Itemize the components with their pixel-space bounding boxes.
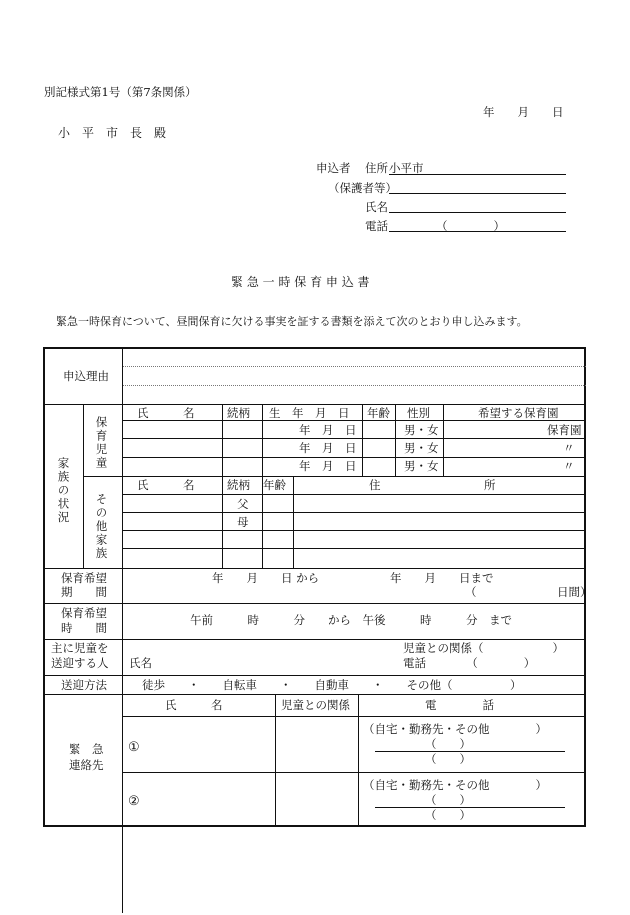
label-col-divider bbox=[122, 349, 123, 913]
contact-paren-2: （ ） bbox=[425, 752, 471, 766]
contact-paren-1: （ ） bbox=[425, 793, 471, 807]
row-divider bbox=[83, 476, 586, 477]
contact-header-relation: 児童との関係 bbox=[281, 698, 350, 712]
form-title: 緊 急 一 時 保 育 申 込 書 bbox=[231, 275, 370, 289]
child-row-nursery: 〃 bbox=[563, 459, 575, 473]
col-divider bbox=[222, 476, 223, 568]
contact-paren-2: （ ） bbox=[425, 808, 471, 822]
escort-relation: 児童との関係（ ） bbox=[403, 641, 564, 655]
child-row-birth: 年 月 日 bbox=[299, 441, 357, 455]
child-row-birth: 年 月 日 bbox=[299, 459, 357, 473]
contact-type[interactable]: （自宅・勤務先・その他 ） bbox=[363, 722, 547, 736]
phone-underline[interactable] bbox=[389, 231, 566, 232]
row-divider bbox=[45, 675, 586, 676]
period-days: （ 日間） bbox=[465, 585, 592, 599]
child-header-name: 氏 名 bbox=[137, 406, 195, 420]
intro-text: 緊急一時保育について、昼間保育に欠ける事実を証する書類を添えて次のとおり申し込みます。 bbox=[56, 315, 528, 328]
time-value: 午前 時 分 から 午後 時 分 まで bbox=[190, 613, 512, 627]
col-divider bbox=[395, 404, 396, 476]
other-relation: 父 bbox=[237, 497, 249, 511]
other-header-address: 住 所 bbox=[369, 478, 496, 492]
col-divider bbox=[293, 476, 294, 568]
child-header-sex: 性別 bbox=[407, 406, 430, 420]
contact-label-1: 緊 急 bbox=[69, 742, 104, 756]
row-divider bbox=[45, 568, 586, 569]
col-divider bbox=[362, 404, 363, 476]
date-label: 年 月 日 bbox=[483, 105, 564, 119]
other-header-relation: 続柄 bbox=[227, 478, 250, 492]
name-underline[interactable] bbox=[389, 212, 566, 213]
contact-type[interactable]: （自宅・勤務先・その他 ） bbox=[363, 778, 547, 792]
contact-number: ① bbox=[128, 740, 140, 755]
reason-line-2[interactable] bbox=[123, 385, 586, 386]
escort-phone: 電話 （ ） bbox=[403, 656, 536, 670]
period-label-2: 期 間 bbox=[61, 585, 107, 599]
other-relation: 母 bbox=[237, 515, 249, 529]
guardian-label: （保護者等） bbox=[328, 181, 397, 195]
row-divider bbox=[122, 494, 586, 495]
escort-name: 氏名 bbox=[129, 656, 152, 670]
row-divider bbox=[122, 457, 586, 458]
addressee: 小 平 市 長 殿 bbox=[58, 126, 167, 140]
contact-header-phone: 電 話 bbox=[425, 698, 494, 712]
phone-label: 電話 bbox=[365, 219, 388, 233]
child-row-birth: 年 月 日 bbox=[299, 423, 357, 437]
row-divider bbox=[122, 530, 586, 531]
child-header-birth: 生 年 月 日 bbox=[269, 406, 350, 420]
col-divider bbox=[275, 694, 276, 827]
period-to: 年 月 日まで bbox=[390, 571, 494, 585]
col-divider bbox=[222, 404, 223, 476]
guardian-underline[interactable] bbox=[389, 193, 566, 194]
row-divider bbox=[45, 404, 586, 405]
contact-label-2: 連絡先 bbox=[69, 758, 104, 772]
row-divider bbox=[122, 420, 586, 421]
child-label: 保育児童 bbox=[94, 416, 109, 470]
transport-methods[interactable]: 徒歩 ・ 自転車 ・ 自動車 ・ その他（ ） bbox=[142, 678, 522, 692]
col-divider bbox=[122, 694, 123, 827]
col-divider bbox=[262, 404, 263, 476]
row-divider bbox=[122, 512, 586, 513]
row-divider bbox=[45, 639, 586, 640]
child-header-age: 年齢 bbox=[367, 406, 390, 420]
other-header-age: 年齢 bbox=[263, 478, 286, 492]
period-label-1: 保育希望 bbox=[61, 571, 107, 585]
family-label: 家族の状況 bbox=[56, 457, 71, 525]
method-label: 送迎方法 bbox=[61, 678, 107, 692]
col-divider bbox=[443, 404, 444, 476]
contact-number: ② bbox=[128, 794, 140, 809]
applicant-label: 申込者 bbox=[316, 161, 351, 175]
row-divider bbox=[122, 716, 586, 717]
contact-paren-1: （ ） bbox=[425, 737, 471, 751]
col-divider bbox=[358, 694, 359, 827]
other-family-label: その他家族 bbox=[94, 493, 109, 561]
child-row-sex[interactable]: 男・女 bbox=[404, 459, 439, 473]
child-header-relation: 続柄 bbox=[227, 406, 250, 420]
time-label-2: 時 間 bbox=[61, 621, 107, 635]
row-divider bbox=[122, 548, 586, 549]
contact-header-name: 氏 名 bbox=[165, 698, 223, 712]
child-row-sex[interactable]: 男・女 bbox=[404, 423, 439, 437]
other-header-name: 氏 名 bbox=[137, 478, 195, 492]
child-row-sex[interactable]: 男・女 bbox=[404, 441, 439, 455]
address-underline bbox=[389, 174, 566, 175]
time-label-1: 保育希望 bbox=[61, 606, 107, 620]
period-from: 年 月 日 から bbox=[212, 571, 320, 585]
row-divider bbox=[45, 603, 586, 604]
child-header-nursery: 希望する保育園 bbox=[478, 406, 559, 420]
row-divider bbox=[45, 694, 586, 695]
family-subdivider bbox=[83, 404, 84, 568]
address-label: 住所 bbox=[365, 161, 388, 175]
row-divider bbox=[122, 438, 586, 439]
form-number: 別記様式第1号（第7条関係） bbox=[44, 85, 197, 99]
escort-label-1: 主に児童を bbox=[51, 641, 109, 655]
name-label: 氏名 bbox=[365, 200, 388, 214]
reason-label: 申込理由 bbox=[63, 369, 109, 383]
application-table bbox=[43, 347, 592, 827]
reason-line-1[interactable] bbox=[123, 366, 586, 367]
row-divider bbox=[122, 772, 586, 773]
child-row-nursery: 〃 bbox=[563, 441, 575, 455]
escort-label-2: 送迎する人 bbox=[51, 656, 109, 670]
address-value[interactable]: 小平市 bbox=[389, 161, 424, 175]
phone-paren: （ ） bbox=[436, 219, 505, 233]
child-row-nursery: 保育園 bbox=[547, 423, 582, 437]
